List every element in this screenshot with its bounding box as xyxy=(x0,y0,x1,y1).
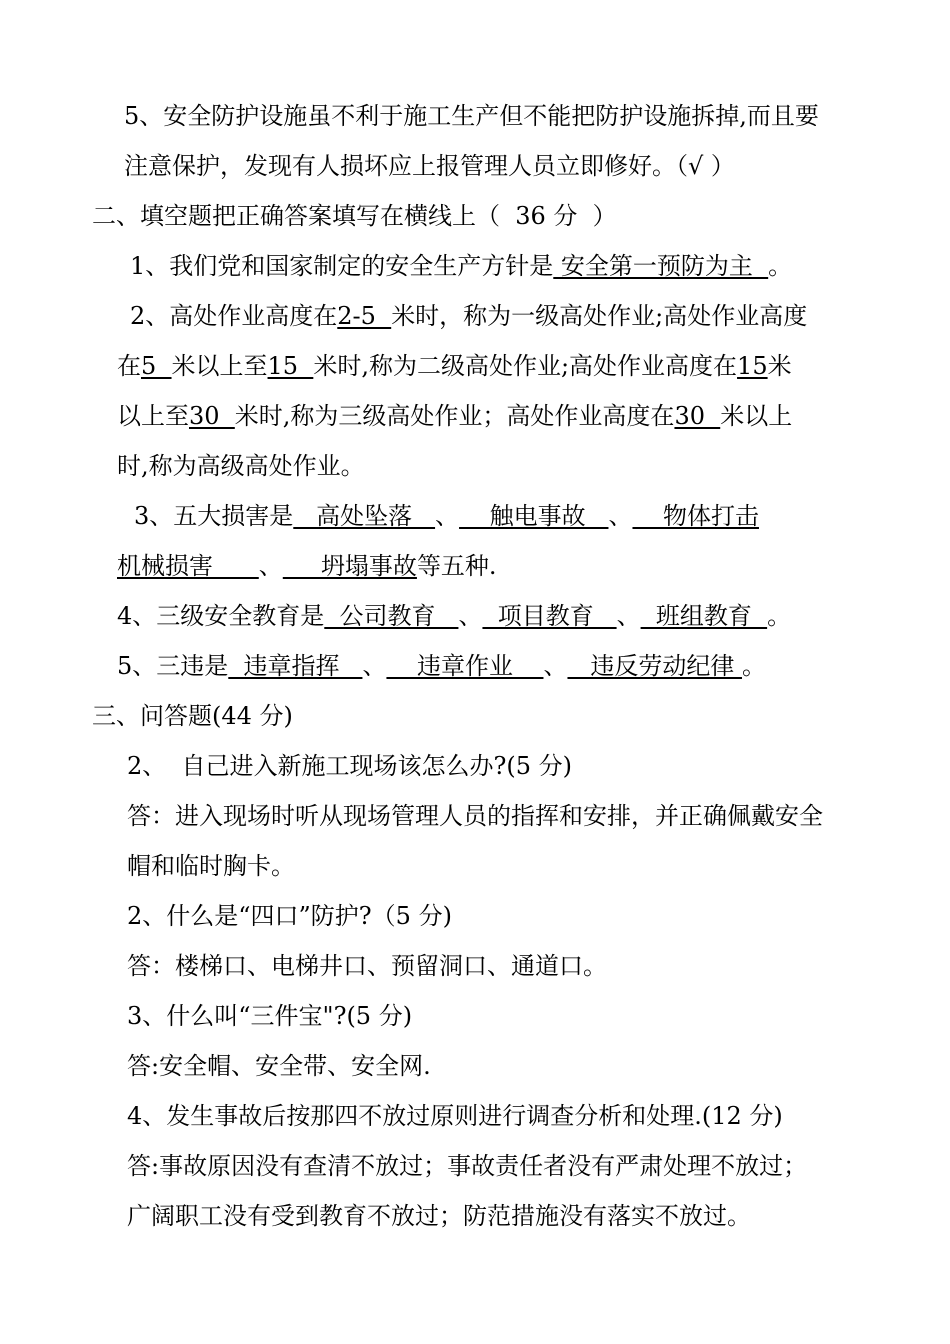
fill-2-text: 2、高处作业高度在 xyxy=(130,302,338,330)
fill-5-answer-2: 违章作业 xyxy=(386,652,544,680)
fill-4-answer-2: 项目教育 xyxy=(482,602,617,630)
fill-2-text: 米时，称为一级高处作业;高处作业高度 xyxy=(391,302,808,330)
fill-3-answer-5: 坍塌事故 xyxy=(282,552,417,580)
fill-2-text: 米以上 xyxy=(720,402,793,430)
fill-3-text: 等五种. xyxy=(416,552,497,580)
fill-4-end: 。 xyxy=(767,602,792,630)
qa-question: 4、发生事故后按那四不放过原则进行调查分析和处理.(12 分) xyxy=(127,1102,783,1130)
fill-5-answer-1: 违章指挥 xyxy=(228,652,363,680)
fill-2-answer-2: 5 xyxy=(141,352,172,380)
fill-2-text: 米时,称为三级高处作业；高处作业高度在 xyxy=(234,402,675,430)
fill-4-answer-1: 公司教育 xyxy=(324,602,459,630)
fill-1-answer: 安全第一预防为主 xyxy=(553,252,769,280)
q5-line-1: 5、安全防护设施虽不利于施工生产但不能把防护设施拆掉,而且要 xyxy=(124,102,819,130)
fill-1 xyxy=(130,250,792,282)
fill-2-text: 米时,称为二级高处作业;高处作业高度在 xyxy=(313,352,738,380)
fill-4 xyxy=(117,600,791,632)
fill-3-line-2 xyxy=(117,550,497,582)
fill-4-answer-3: 班组教育 xyxy=(640,602,768,630)
fill-2-text: 米以上至 xyxy=(171,352,268,380)
fill-5 xyxy=(117,650,766,682)
fill-3-line-1 xyxy=(134,500,759,532)
fill-2-answer-6: 30 xyxy=(674,402,721,430)
qa-answer: 广阔职工没有受到教育不放过；防范措施没有落实不放过。 xyxy=(127,1202,751,1230)
fill-2-text: 在 xyxy=(117,352,141,380)
fill-2-line-3 xyxy=(117,400,792,432)
fill-3-answer-1: 高处坠落 xyxy=(293,502,436,530)
qa-answer: 答：楼梯口、电梯井口、预留洞口、通道口。 xyxy=(127,952,607,980)
fill-4-sep: 、 xyxy=(458,602,483,630)
fill-3-sep: 、 xyxy=(258,552,283,580)
fill-5-sep: 、 xyxy=(543,652,568,680)
qa-question: 3、什么叫“三件宝"?(5 分) xyxy=(127,1002,413,1030)
fill-4-text: 4、三级安全教育是 xyxy=(117,602,325,630)
fill-5-text: 5、三违是 xyxy=(117,652,229,680)
fill-2-line-2 xyxy=(117,350,792,382)
fill-5-sep: 、 xyxy=(362,652,387,680)
qa-answer: 答：进入现场时听从现场管理人员的指挥和安排，并正确佩戴安全 xyxy=(127,802,823,830)
fill-3-sep: 、 xyxy=(435,502,460,530)
fill-5-answer-3: 违反劳动纪律 xyxy=(567,652,742,680)
section-3-title: 三、问答题(44 分) xyxy=(92,702,293,730)
fill-2-text: 米 xyxy=(767,352,792,380)
fill-2-answer-5: 30 xyxy=(189,402,235,430)
fill-2-answer-4: 15 xyxy=(737,352,768,380)
fill-4-sep: 、 xyxy=(616,602,641,630)
fill-3-sep: 、 xyxy=(608,502,633,530)
q5-line-2: 注意保护，发现有人损坏应上报管理人员立即修好。（√ ） xyxy=(124,152,735,180)
qa-answer: 答:事故原因没有查清不放过；事故责任者没有严肃处理不放过； xyxy=(127,1152,808,1180)
qa-answer: 答:安全帽、安全带、安全网. xyxy=(127,1052,431,1080)
fill-2-answer-3: 15 xyxy=(267,352,314,380)
fill-3-answer-4: 机械损害 xyxy=(117,552,259,580)
fill-5-end: 。 xyxy=(741,652,766,680)
qa-question: 2、 自己进入新施工现场该怎么办?(5 分) xyxy=(127,752,573,780)
fill-2-text: 以上至 xyxy=(117,402,189,430)
fill-1-text: 1、我们党和国家制定的安全生产方针是 xyxy=(130,252,554,280)
section-2-title: 二、填空题把正确答案填写在横线上（ 36 分 ） xyxy=(92,202,617,230)
qa-answer: 帽和临时胸卡。 xyxy=(127,852,295,880)
fill-3-answer-3: 物体打击 xyxy=(632,502,759,530)
fill-2-line-4: 时,称为高级高处作业。 xyxy=(117,452,365,480)
fill-3-text: 3、五大损害是 xyxy=(134,502,294,530)
qa-question: 2、什么是“四口”防护?（5 分) xyxy=(127,902,452,930)
fill-2-answer-1: 2-5 xyxy=(337,302,392,330)
fill-1-end: 。 xyxy=(768,252,793,280)
fill-2-line-1 xyxy=(130,300,807,332)
fill-3-answer-2: 触电事故 xyxy=(459,502,609,530)
